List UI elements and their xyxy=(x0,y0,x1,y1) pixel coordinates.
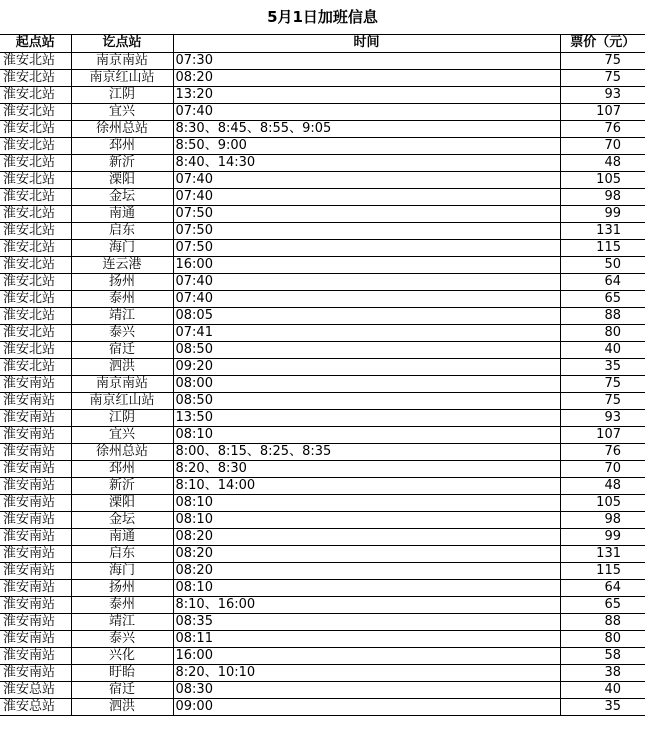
table-body xyxy=(0,52,645,715)
time-cell: 08:11 xyxy=(173,630,560,647)
time-cell: 13:50 xyxy=(173,409,560,426)
table-row xyxy=(0,103,645,120)
from-cell: 淮安北站 xyxy=(0,69,71,86)
price-cell: 107 xyxy=(560,426,645,443)
time-cell: 08:10 xyxy=(173,494,560,511)
time-cell: 8:00、8:15、8:25、8:35 xyxy=(173,443,560,460)
to-cell: 新沂 xyxy=(71,154,173,171)
to-cell: 海门 xyxy=(71,239,173,256)
from-cell: 淮安北站 xyxy=(0,120,71,137)
table-row xyxy=(0,579,645,596)
header-time: 时间 xyxy=(173,35,560,52)
price-cell: 76 xyxy=(560,443,645,460)
time-cell: 8:10、14:00 xyxy=(173,477,560,494)
price-cell: 70 xyxy=(560,137,645,154)
from-cell: 淮安北站 xyxy=(0,188,71,205)
from-cell: 淮安南站 xyxy=(0,545,71,562)
price-cell: 99 xyxy=(560,528,645,545)
header-row xyxy=(0,35,645,52)
to-cell: 泰州 xyxy=(71,596,173,613)
table-row xyxy=(0,392,645,409)
price-cell: 58 xyxy=(560,647,645,664)
table-row xyxy=(0,307,645,324)
time-cell: 08:05 xyxy=(173,307,560,324)
time-cell: 16:00 xyxy=(173,256,560,273)
header-to: 讫点站 xyxy=(71,35,173,52)
schedule-table xyxy=(0,35,645,716)
price-cell: 35 xyxy=(560,358,645,375)
from-cell: 淮安北站 xyxy=(0,358,71,375)
price-cell: 50 xyxy=(560,256,645,273)
time-cell: 08:20 xyxy=(173,528,560,545)
price-cell: 40 xyxy=(560,681,645,698)
table-row xyxy=(0,324,645,341)
table-row xyxy=(0,681,645,698)
price-cell: 80 xyxy=(560,324,645,341)
price-cell: 98 xyxy=(560,511,645,528)
table-row xyxy=(0,171,645,188)
to-cell: 南京南站 xyxy=(71,375,173,392)
from-cell: 淮安北站 xyxy=(0,205,71,222)
from-cell: 淮安总站 xyxy=(0,698,71,715)
header-from: 起点站 xyxy=(0,35,71,52)
to-cell: 泗洪 xyxy=(71,698,173,715)
from-cell: 淮安北站 xyxy=(0,154,71,171)
time-cell: 8:40、14:30 xyxy=(173,154,560,171)
to-cell: 海门 xyxy=(71,562,173,579)
from-cell: 淮安南站 xyxy=(0,392,71,409)
to-cell: 启东 xyxy=(71,545,173,562)
time-cell: 16:00 xyxy=(173,647,560,664)
from-cell: 淮安南站 xyxy=(0,613,71,630)
table-row xyxy=(0,120,645,137)
price-cell: 64 xyxy=(560,273,645,290)
from-cell: 淮安南站 xyxy=(0,477,71,494)
time-cell: 07:50 xyxy=(173,239,560,256)
from-cell: 淮安北站 xyxy=(0,52,71,69)
time-cell: 13:20 xyxy=(173,86,560,103)
price-cell: 131 xyxy=(560,222,645,239)
sheet-title: 5月1日加班信息 xyxy=(0,0,645,35)
time-cell: 08:20 xyxy=(173,69,560,86)
time-cell: 07:40 xyxy=(173,188,560,205)
table-row xyxy=(0,596,645,613)
price-cell: 80 xyxy=(560,630,645,647)
table-row xyxy=(0,86,645,103)
price-cell: 105 xyxy=(560,494,645,511)
time-cell: 8:50、9:00 xyxy=(173,137,560,154)
to-cell: 新沂 xyxy=(71,477,173,494)
time-cell: 08:20 xyxy=(173,545,560,562)
table-row xyxy=(0,358,645,375)
price-cell: 75 xyxy=(560,392,645,409)
from-cell: 淮安南站 xyxy=(0,511,71,528)
from-cell: 淮安北站 xyxy=(0,239,71,256)
time-cell: 07:40 xyxy=(173,103,560,120)
to-cell: 南京南站 xyxy=(71,52,173,69)
to-cell: 邳州 xyxy=(71,460,173,477)
to-cell: 徐州总站 xyxy=(71,443,173,460)
table-row xyxy=(0,460,645,477)
to-cell: 靖江 xyxy=(71,307,173,324)
price-cell: 48 xyxy=(560,154,645,171)
time-cell: 07:40 xyxy=(173,273,560,290)
to-cell: 金坛 xyxy=(71,511,173,528)
table-row xyxy=(0,205,645,222)
price-cell: 48 xyxy=(560,477,645,494)
to-cell: 启东 xyxy=(71,222,173,239)
time-cell: 08:50 xyxy=(173,341,560,358)
from-cell: 淮安南站 xyxy=(0,426,71,443)
price-cell: 76 xyxy=(560,120,645,137)
to-cell: 江阴 xyxy=(71,409,173,426)
price-cell: 115 xyxy=(560,562,645,579)
table-row xyxy=(0,698,645,715)
price-cell: 65 xyxy=(560,290,645,307)
time-cell: 07:40 xyxy=(173,171,560,188)
to-cell: 南通 xyxy=(71,528,173,545)
time-cell: 07:40 xyxy=(173,290,560,307)
to-cell: 南通 xyxy=(71,205,173,222)
to-cell: 宜兴 xyxy=(71,103,173,120)
table-row xyxy=(0,52,645,69)
price-cell: 75 xyxy=(560,375,645,392)
table-row xyxy=(0,222,645,239)
from-cell: 淮安南站 xyxy=(0,664,71,681)
from-cell: 淮安南站 xyxy=(0,647,71,664)
to-cell: 兴化 xyxy=(71,647,173,664)
time-cell: 07:41 xyxy=(173,324,560,341)
price-cell: 88 xyxy=(560,613,645,630)
price-cell: 38 xyxy=(560,664,645,681)
to-cell: 扬州 xyxy=(71,579,173,596)
from-cell: 淮安北站 xyxy=(0,137,71,154)
to-cell: 南京红山站 xyxy=(71,69,173,86)
time-cell: 8:20、8:30 xyxy=(173,460,560,477)
price-cell: 93 xyxy=(560,86,645,103)
to-cell: 南京红山站 xyxy=(71,392,173,409)
price-cell: 35 xyxy=(560,698,645,715)
price-cell: 75 xyxy=(560,52,645,69)
price-cell: 65 xyxy=(560,596,645,613)
table-row xyxy=(0,239,645,256)
to-cell: 泰兴 xyxy=(71,324,173,341)
table-row xyxy=(0,477,645,494)
price-cell: 70 xyxy=(560,460,645,477)
price-cell: 93 xyxy=(560,409,645,426)
table-row xyxy=(0,341,645,358)
table-row xyxy=(0,188,645,205)
table-row xyxy=(0,290,645,307)
from-cell: 淮安北站 xyxy=(0,290,71,307)
from-cell: 淮安南站 xyxy=(0,460,71,477)
table-row xyxy=(0,443,645,460)
to-cell: 连云港 xyxy=(71,256,173,273)
table-row xyxy=(0,664,645,681)
to-cell: 宿迁 xyxy=(71,341,173,358)
from-cell: 淮安北站 xyxy=(0,256,71,273)
price-cell: 115 xyxy=(560,239,645,256)
table-row xyxy=(0,545,645,562)
from-cell: 淮安南站 xyxy=(0,630,71,647)
from-cell: 淮安南站 xyxy=(0,494,71,511)
to-cell: 宜兴 xyxy=(71,426,173,443)
to-cell: 徐州总站 xyxy=(71,120,173,137)
from-cell: 淮安南站 xyxy=(0,596,71,613)
time-cell: 08:10 xyxy=(173,511,560,528)
price-cell: 98 xyxy=(560,188,645,205)
table-row xyxy=(0,647,645,664)
to-cell: 金坛 xyxy=(71,188,173,205)
from-cell: 淮安南站 xyxy=(0,528,71,545)
table-row xyxy=(0,273,645,290)
price-cell: 40 xyxy=(560,341,645,358)
table-row xyxy=(0,409,645,426)
time-cell: 08:10 xyxy=(173,426,560,443)
from-cell: 淮安南站 xyxy=(0,562,71,579)
time-cell: 08:00 xyxy=(173,375,560,392)
time-cell: 8:20、10:10 xyxy=(173,664,560,681)
from-cell: 淮安南站 xyxy=(0,443,71,460)
time-cell: 08:35 xyxy=(173,613,560,630)
table-row xyxy=(0,375,645,392)
time-cell: 08:50 xyxy=(173,392,560,409)
table-row xyxy=(0,630,645,647)
time-cell: 09:20 xyxy=(173,358,560,375)
from-cell: 淮安总站 xyxy=(0,681,71,698)
to-cell: 扬州 xyxy=(71,273,173,290)
price-cell: 99 xyxy=(560,205,645,222)
from-cell: 淮安北站 xyxy=(0,171,71,188)
time-cell: 09:00 xyxy=(173,698,560,715)
table-row xyxy=(0,256,645,273)
table-row xyxy=(0,494,645,511)
table-row xyxy=(0,154,645,171)
time-cell: 8:10、16:00 xyxy=(173,596,560,613)
price-cell: 88 xyxy=(560,307,645,324)
to-cell: 溧阳 xyxy=(71,494,173,511)
price-cell: 107 xyxy=(560,103,645,120)
time-cell: 07:30 xyxy=(173,52,560,69)
from-cell: 淮安北站 xyxy=(0,307,71,324)
from-cell: 淮安南站 xyxy=(0,579,71,596)
time-cell: 07:50 xyxy=(173,205,560,222)
price-cell: 131 xyxy=(560,545,645,562)
from-cell: 淮安北站 xyxy=(0,222,71,239)
from-cell: 淮安北站 xyxy=(0,103,71,120)
price-cell: 75 xyxy=(560,69,645,86)
table-row xyxy=(0,511,645,528)
time-cell: 08:20 xyxy=(173,562,560,579)
to-cell: 宿迁 xyxy=(71,681,173,698)
table-row xyxy=(0,613,645,630)
price-cell: 64 xyxy=(560,579,645,596)
from-cell: 淮安北站 xyxy=(0,273,71,290)
from-cell: 淮安南站 xyxy=(0,375,71,392)
price-cell: 105 xyxy=(560,171,645,188)
to-cell: 泰兴 xyxy=(71,630,173,647)
to-cell: 靖江 xyxy=(71,613,173,630)
table-row xyxy=(0,137,645,154)
table-row xyxy=(0,69,645,86)
table-row xyxy=(0,528,645,545)
to-cell: 泗洪 xyxy=(71,358,173,375)
table-row xyxy=(0,562,645,579)
from-cell: 淮安北站 xyxy=(0,341,71,358)
from-cell: 淮安北站 xyxy=(0,86,71,103)
time-cell: 8:30、8:45、8:55、9:05 xyxy=(173,120,560,137)
table-row xyxy=(0,426,645,443)
header-price: 票价（元） xyxy=(560,35,645,52)
to-cell: 江阴 xyxy=(71,86,173,103)
to-cell: 邳州 xyxy=(71,137,173,154)
to-cell: 泰州 xyxy=(71,290,173,307)
to-cell: 盱眙 xyxy=(71,664,173,681)
time-cell: 08:10 xyxy=(173,579,560,596)
to-cell: 溧阳 xyxy=(71,171,173,188)
from-cell: 淮安北站 xyxy=(0,324,71,341)
time-cell: 08:30 xyxy=(173,681,560,698)
from-cell: 淮安南站 xyxy=(0,409,71,426)
time-cell: 07:50 xyxy=(173,222,560,239)
